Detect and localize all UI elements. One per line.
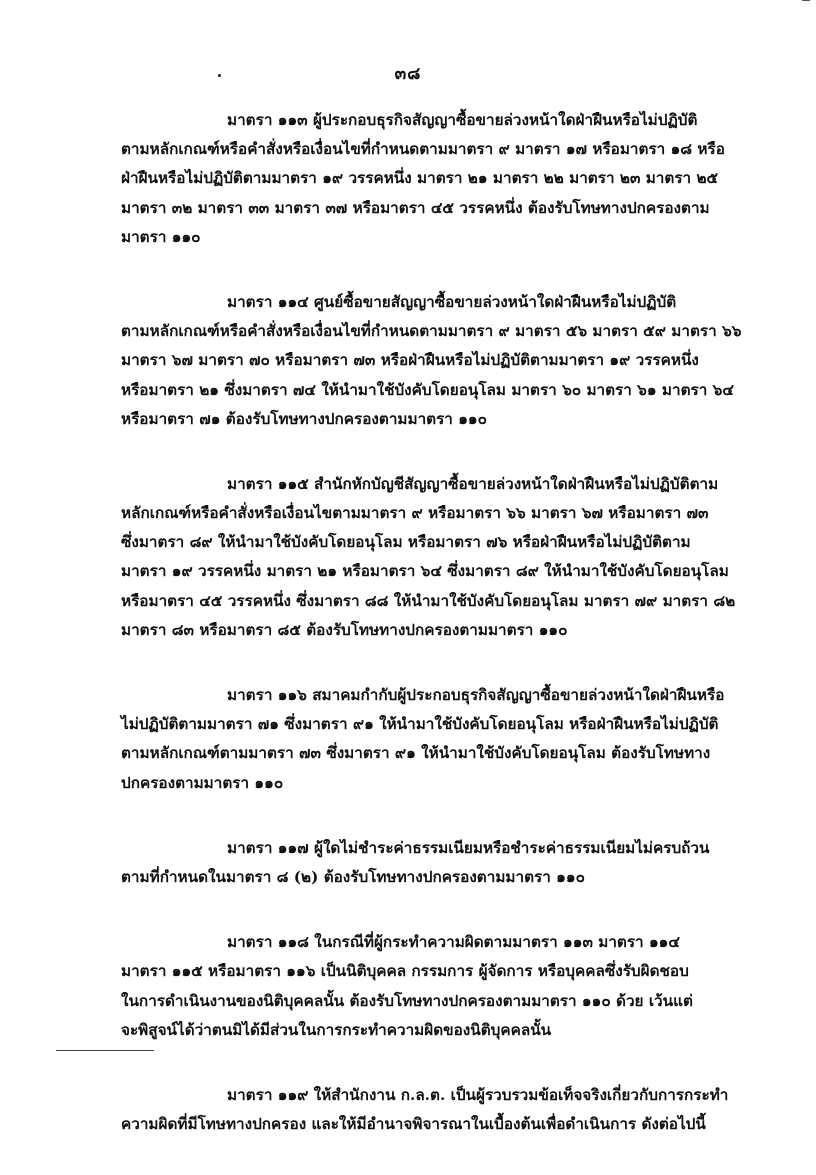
section <box>121 928 699 1045</box>
section-heading-line: มาตรา ๑๑๙ ให้สำนักงาน ก.ล.ต. เป็นผู้รวบรวมข้อเท็จจริงเกี่ยวกับการกระทำ <box>227 1085 729 1104</box>
section-heading-line: มาตรา ๑๑๖ สมาคมกำกับผู้ประกอบธุรกิจสัญญาซื้อขายล่วงหน้าใดฝ่าฝืนหรือ <box>227 686 725 704</box>
section-text-line: ความผิดที่มีโทษทางปกครอง และให้มีอำนาจพิจารณาในเบื้องต้นเพื่อดำเนินการ ดังต่อไปนี้ <box>121 1115 706 1134</box>
section-text-line: ซึ่งมาตรา ๘๙ ให้นำมาใช้บังคับโดยอนุโลม หรือมาตรา ๗๖ หรือฝ่าฝืนหรือไม่ปฏิบัติตาม <box>121 533 691 552</box>
section <box>121 834 710 892</box>
scan-speck <box>218 74 221 77</box>
section-text-line: ปกครองตามมาตรา ๑๑๐ <box>121 773 284 792</box>
section-text-line: ตามหลักเกณฑ์หรือคำสั่งหรือเงื่อนไขที่กำหนดตามมาตรา ๙ มาตรา ๕๖ มาตรา ๕๙ มาตรา ๖๖ <box>121 322 742 341</box>
section-text-line: จะพิสูจน์ได้ว่าตนมิได้มีส่วนในการกระทำความผิดของนิติบุคคลนั้น <box>121 1020 552 1039</box>
footer-rule <box>56 1050 154 1051</box>
section-text-line: หรือมาตรา ๒๑ ซึ่งมาตรา ๗๔ ให้นำมาใช้บังคับโดยอนุโลม มาตรา ๖๐ มาตรา ๖๑ มาตรา ๖๔ <box>121 380 734 399</box>
section-text-line: หรือมาตรา ๗๑ ต้องรับโทษทางปกครองตามมาตรา ๑๑๐ <box>121 409 487 428</box>
section <box>121 470 736 645</box>
scan-mark <box>802 0 810 1</box>
section-text-line: ฝ่าฝืนหรือไม่ปฏิบัติตามมาตรา ๑๙ วรรคหนึ่ง มาตรา ๒๑ มาตรา ๒๒ มาตรา ๒๓ มาตรา ๒๕ <box>121 169 719 188</box>
section-text-line: ตามที่กำหนดในมาตรา ๘ (๒) ต้องรับโทษทางปกครองตามมาตรา ๑๑๐ <box>121 867 585 886</box>
section-heading-line: มาตรา ๑๑๕ สำนักหักบัญชีสัญญาซื้อขายล่วงหน้าใดฝ่าฝืนหรือไม่ปฏิบัติตาม <box>227 474 719 493</box>
section <box>121 681 725 798</box>
section-text-line: ในการดำเนินงานของนิติบุคคลนั้น ต้องรับโทษทางปกครองตามมาตรา ๑๑๐ ด้วย เว้นแต่ <box>121 991 693 1010</box>
section-text-line: มาตรา ๖๗ มาตรา ๗๐ หรือมาตรา ๗๓ หรือฝ่าฝืนหรือไม่ปฏิบัติตามมาตรา ๑๙ วรรคหนึ่ง <box>121 351 699 370</box>
section-text-line: มาตรา ๑๑๐ <box>121 227 201 246</box>
section-text-line: ตามหลักเกณฑ์หรือคำสั่งหรือเงื่อนไขที่กำหนดตามมาตรา ๙ มาตรา ๑๗ หรือมาตรา ๑๘ หรือ <box>121 140 725 159</box>
page-number: ๓๘ <box>394 64 422 84</box>
section-text-line: หลักเกณฑ์หรือคำสั่งหรือเงื่อนไขตามมาตรา ๙ หรือมาตรา ๖๖ มาตรา ๖๗ หรือมาตรา ๗๓ <box>121 504 709 523</box>
section-heading-line: มาตรา ๑๑๓ ผู้ประกอบธุรกิจสัญญาซื้อขายล่วงหน้าใดฝ่าฝืนหรือไม่ปฏิบัติ <box>227 111 698 129</box>
section <box>121 1081 729 1139</box>
section-heading-line: มาตรา ๑๑๗ ผู้ใดไม่ชำระค่าธรรมเนียมหรือชำระค่าธรรมเนียมไม่ครบถ้วน <box>227 838 710 857</box>
section-text-line: มาตรา ๑๑๕ หรือมาตรา ๑๑๖ เป็นนิติบุคคล กรรมการ ผู้จัดการ หรือบุคคลซึ่งรับผิดชอบ <box>121 962 689 981</box>
document-body <box>121 106 742 1175</box>
section-text-line: มาตรา ๑๙ วรรคหนึ่ง มาตรา ๒๑ หรือมาตรา ๖๔ ซึ่งมาตรา ๘๙ ให้นำมาใช้บังคับโดยอนุโลม <box>121 562 729 581</box>
section-text-line: ไม่ปฏิบัติตามมาตรา ๗๑ ซึ่งมาตรา ๙๑ ให้นำมาใช้บังคับโดยอนุโลม หรือฝ่าฝืนหรือไม่ปฏิบัติ <box>121 715 719 734</box>
section <box>121 106 725 252</box>
section-text-line: มาตรา ๘๓ หรือมาตรา ๘๕ ต้องรับโทษทางปกครองตามมาตรา ๑๑๐ <box>121 620 568 639</box>
section-heading-line: มาตรา ๑๑๘ ในกรณีที่ผู้กระทำความผิดตามมาตรา ๑๑๓ มาตรา ๑๑๔ <box>227 933 680 952</box>
section-text-line: ตามหลักเกณฑ์ตามมาตรา ๗๓ ซึ่งมาตรา ๙๑ ให้นำมาใช้บังคับโดยอนุโลม ต้องรับโทษทาง <box>121 744 711 763</box>
section-heading-line: มาตรา ๑๑๔ ศูนย์ซื้อขายสัญญาซื้อขายล่วงหน้าใดฝ่าฝืนหรือไม่ปฏิบัติ <box>227 292 677 311</box>
section <box>121 288 742 434</box>
section-text-line: มาตรา ๓๒ มาตรา ๓๓ มาตรา ๓๗ หรือมาตรา ๔๕ วรรคหนึ่ง ต้องรับโทษทางปกครองตาม <box>121 198 710 217</box>
section-text-line: หรือมาตรา ๔๕ วรรคหนึ่ง ซึ่งมาตรา ๘๘ ให้นำมาใช้บังคับโดยอนุโลม มาตรา ๗๙ มาตรา ๘๒ <box>121 591 736 610</box>
